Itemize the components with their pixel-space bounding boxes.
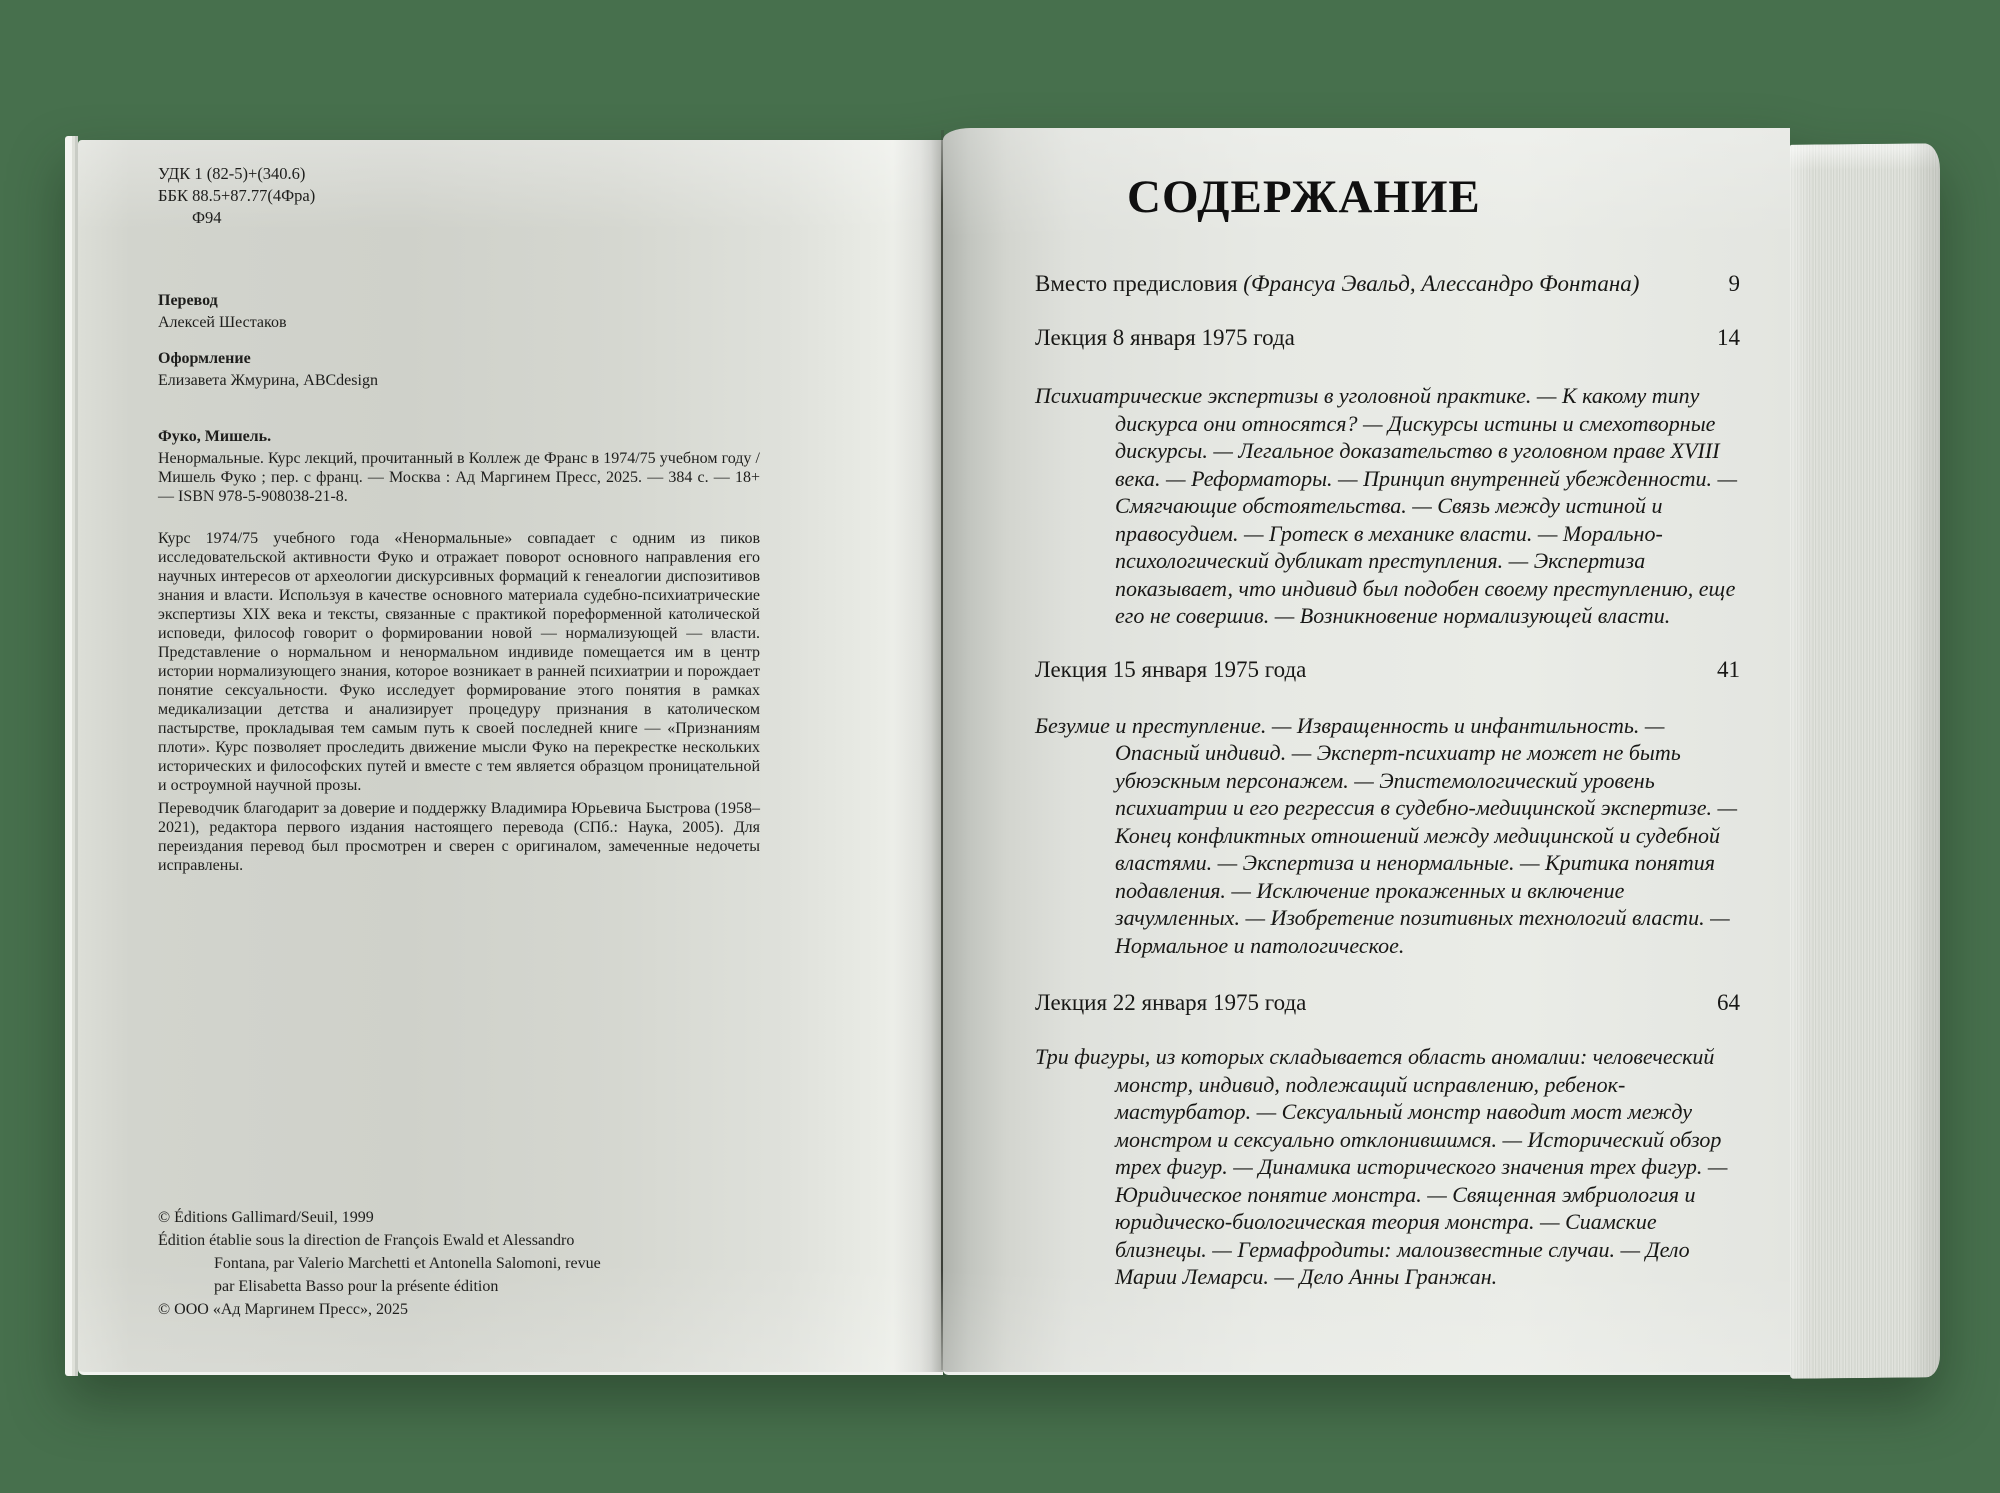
left-page-imprint <box>78 140 943 1375</box>
udk-bbk-block <box>158 163 760 229</box>
design-credit <box>158 348 760 392</box>
toc-entry-label: Лекция 8 января 1975 года <box>1035 325 1295 350</box>
author-sign-line: Ф94 <box>192 208 222 227</box>
toc-entry-preface <box>1035 270 1740 298</box>
toc-entry-lecture-jan15 <box>1035 656 1740 684</box>
page-stack-fore-edge <box>1790 143 1940 1379</box>
toc-page-number: 41 <box>1717 656 1740 682</box>
annotation-paragraph: Курс 1974/75 учебного года «Ненормальные» совпадает с одним из пиков исследовательской активности Фуко и отражает поворот основного направления его научных интересов от археологии дискурсивных формаций к генеалогии диспозитивов знания и власти. Используя в качестве основного материала судебно-психиатрические экспертизы XIX века и тексты, связанные с практикой пореформенной католической исповеди, философ говорит о формировании новой — нормализующей — власти. Представление о нормальном и ненормальном индивиде помещается им в центр истории нормализующего знания, которое возникает в ранней психиатрии и порождает понятие сексуальности. Фуко исследует формирование этого понятия в рамках медикализации детства и анализирует процедуру признания в католическом пастырстве, прокладывая тем самым путь к своей последней книге — «Признаниям плоти». Курс позволяет проследить движение мысли Фуко на перекрестке нескольких исторических и философских путей и вместе с тем является образцом проницательной и остроумной научной прозы. <box>158 530 760 794</box>
preface-label: Вместо предисловия <box>1035 271 1238 296</box>
udk-line: УДК 1 (82-5)+(340.6) <box>158 164 306 183</box>
toc-entry-lecture-jan22 <box>1035 989 1740 1017</box>
lecture-jan15-summary: Безумие и преступление. — Извращенность и инфантильность. — Опасный индивид. — Эксперт-психиатр не может не быть убюэскным персонажем. — Эпистемологический уровень психиатрии и его регрессия в судебно-медицинской экспертизе. — Конец конфликтных отношений между медицинской и судебной властями. — Экспертиза и ненормальные. — Критика понятия подавления. — Исключение прокаженных и включение зачумленных. — Изобретение позитивных технологий власти. — Нормальное и патологическое. <box>1035 712 1738 958</box>
right-page-contents <box>943 128 1790 1375</box>
translation-credit <box>158 290 760 334</box>
toc-entry-lecture-jan8 <box>1035 324 1740 352</box>
toc-page-number: 14 <box>1717 325 1740 350</box>
toc-title: СОДЕРЖАНИЕ <box>1127 171 1481 223</box>
lecture-jan22-summary: Три фигуры, из которых складывается область аномалии: человеческий монстр, индивид, подлежащий исправлению, ребенок-мастурбатор. — Сексуальный монстр наводит мост между монстром и сексуально отклонившимся. — Исторический обзор трех фигур. — Динамика исторического значения трех фигур. — Юридическое понятие монстра. — Священная эмбриология и юридическо-биологическая теория монстра. — Сиамские близнецы. — Гермафродиты: малоизвестные случаи. — Дело Марии Лемарси. — Дело Анны Гранжан. <box>1035 1044 1728 1289</box>
toc-content <box>943 128 1790 1372</box>
toc-page-number: 9 <box>1728 271 1740 296</box>
acknowledgement-paragraph: Переводчик благодарит за доверие и поддержку Владимира Юрьевича Быстрова (1958–2021), редактора первого издания настоящего перевода (СПб.: Наука, 2005). Для переиздания перевод был просмотрен и сверен с оригиналом, замеченные недочеты исправлены. <box>158 800 760 874</box>
translation-label: Перевод <box>158 292 218 309</box>
lecture-jan8-summary: Психиатрические экспертизы в уголовной практике. — К какому типу дискурса они относятся? — Дискурсы истины и смехотворные дискурсы. — Легальное доказательство в уголовном праве XVIII века. — Реформаторы. — Принцип внутренней убежденности. — Смягчающие обстоятельства. — Связь между истиной и правосудием. — Гротеск в механике власти. — Морально-психологический дубликат преступления. — Экспертиза показывает, что индивид был подобен своему преступлению, еще его не совершив. — Возникновение нормализующей власти. <box>1035 383 1738 628</box>
edition-credit-line-3: par Elisabetta Basso pour la présente édition <box>214 1278 499 1295</box>
preface-authors: (Франсуа Эвальд, Алессандро Фонтана) <box>1237 271 1640 296</box>
copyright-ad-marginem: © ООО «Ад Маргинем Пресс», 2025 <box>158 1301 409 1318</box>
designer-name: Елизавета Жмурина, ABCdesign <box>158 372 378 389</box>
toc-entry-label <box>1035 270 1639 298</box>
toc-page-number: 64 <box>1717 990 1740 1015</box>
toc-entry-label: Лекция 15 января 1975 года <box>1035 656 1307 682</box>
bibliographic-record: Ненормальные. Курс лекций, прочитанный в Коллеж де Франс в 1974/75 учебном году / Мишель Фуко ; пер. с франц. — Москва : Ад Маргинем Пресс, 2025. — 384 с. — 18+ — ISBN 978-5-908038-21-8. <box>158 450 760 505</box>
open-book <box>65 118 1940 1390</box>
bbk-line: ББК 88.5+87.77(4Фра) <box>158 186 316 205</box>
book-left-cover-edge <box>65 136 78 1376</box>
copyright-block <box>158 1206 760 1321</box>
copyright-gallimard: © Éditions Gallimard/Seuil, 1999 <box>158 1209 374 1226</box>
gutter-shadow <box>893 140 943 1372</box>
toc-entry-label: Лекция 22 января 1975 года <box>1035 990 1307 1015</box>
edition-credit-line-1: Édition établie sous la direction de François Ewald et Alessandro <box>158 1232 575 1249</box>
design-label: Оформление <box>158 350 251 367</box>
edition-credit-line-2: Fontana, par Valerio Marchetti et Antonella Salomoni, revue <box>214 1255 601 1272</box>
translator-name: Алексей Шестаков <box>158 314 287 331</box>
author-heading: Фуко, Мишель. <box>158 428 272 445</box>
